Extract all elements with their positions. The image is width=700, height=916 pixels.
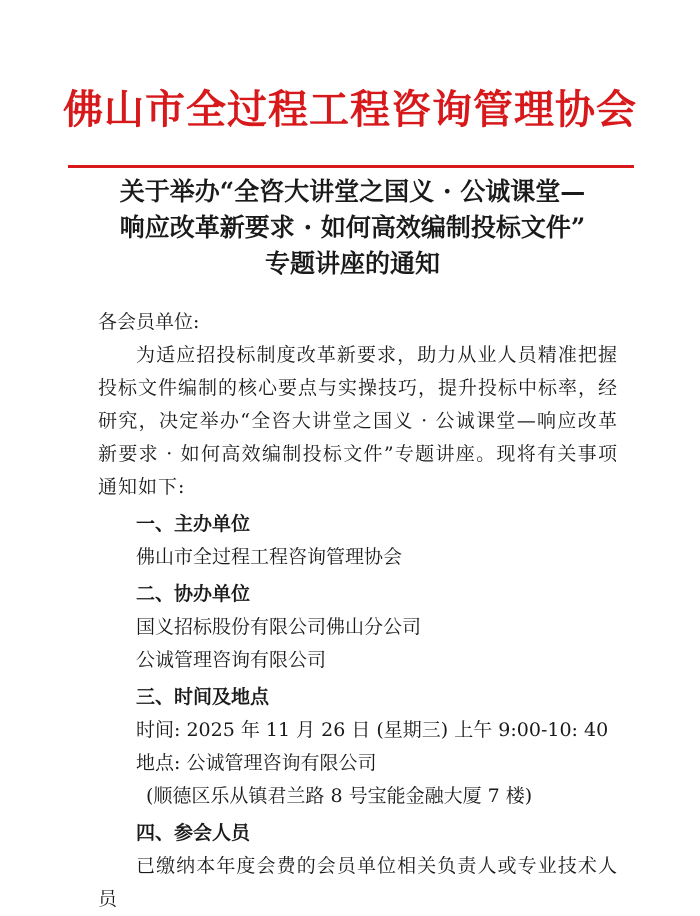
section-heading-organizer: 一、主办单位 (136, 513, 251, 535)
event-location: 地点: 公诚管理咨询有限公司 (136, 752, 377, 774)
event-address: (顺德区乐从镇君兰路 8 号宝能金融大厦 7 楼) (146, 785, 533, 807)
attendees-description: 已缴纳本年度会费的会员单位相关负责人或专业技术人员 (98, 855, 618, 910)
organization-name: 佛山市全过程工程咨询管理协会 (63, 87, 637, 133)
section-heading-co-organizer: 二、协办单位 (136, 583, 251, 605)
title-line-3: 专题讲座的通知 (264, 249, 440, 278)
event-time: 时间: 2025 年 11 月 26 日 (星期三) 上午 9:00-10: 40 (136, 719, 609, 741)
title-line-1: 关于举办“全咨大讲堂之国义 · 公诚课堂— (119, 177, 586, 206)
intro-paragraph: 为适应招投标制度改革新要求，助力从业人员精准把握投标文件编制的核心要点与实操技巧，提升投标中标率，经研究，决定举办“全咨大讲堂之国义 · 公诚课堂—响应改革新要求 · 如何高效编制投标文件”专题讲座。现将有关事项通知如下: (98, 344, 619, 498)
header-divider-line (68, 165, 634, 168)
co-organizer-2: 公诚管理咨询有限公司 (136, 649, 327, 671)
section-heading-time-location: 三、时间及地点 (136, 686, 270, 708)
section-heading-attendees: 四、参会人员 (136, 822, 251, 844)
title-line-2: 响应改革新要求 · 如何高效编制投标文件” (119, 213, 586, 242)
salutation: 各会员单位: (98, 311, 200, 333)
organizer-name: 佛山市全过程工程咨询管理协会 (136, 546, 403, 568)
document-title (80, 174, 625, 282)
document-body (98, 306, 618, 916)
co-organizer-1: 国义招标股份有限公司佛山分公司 (136, 616, 422, 638)
